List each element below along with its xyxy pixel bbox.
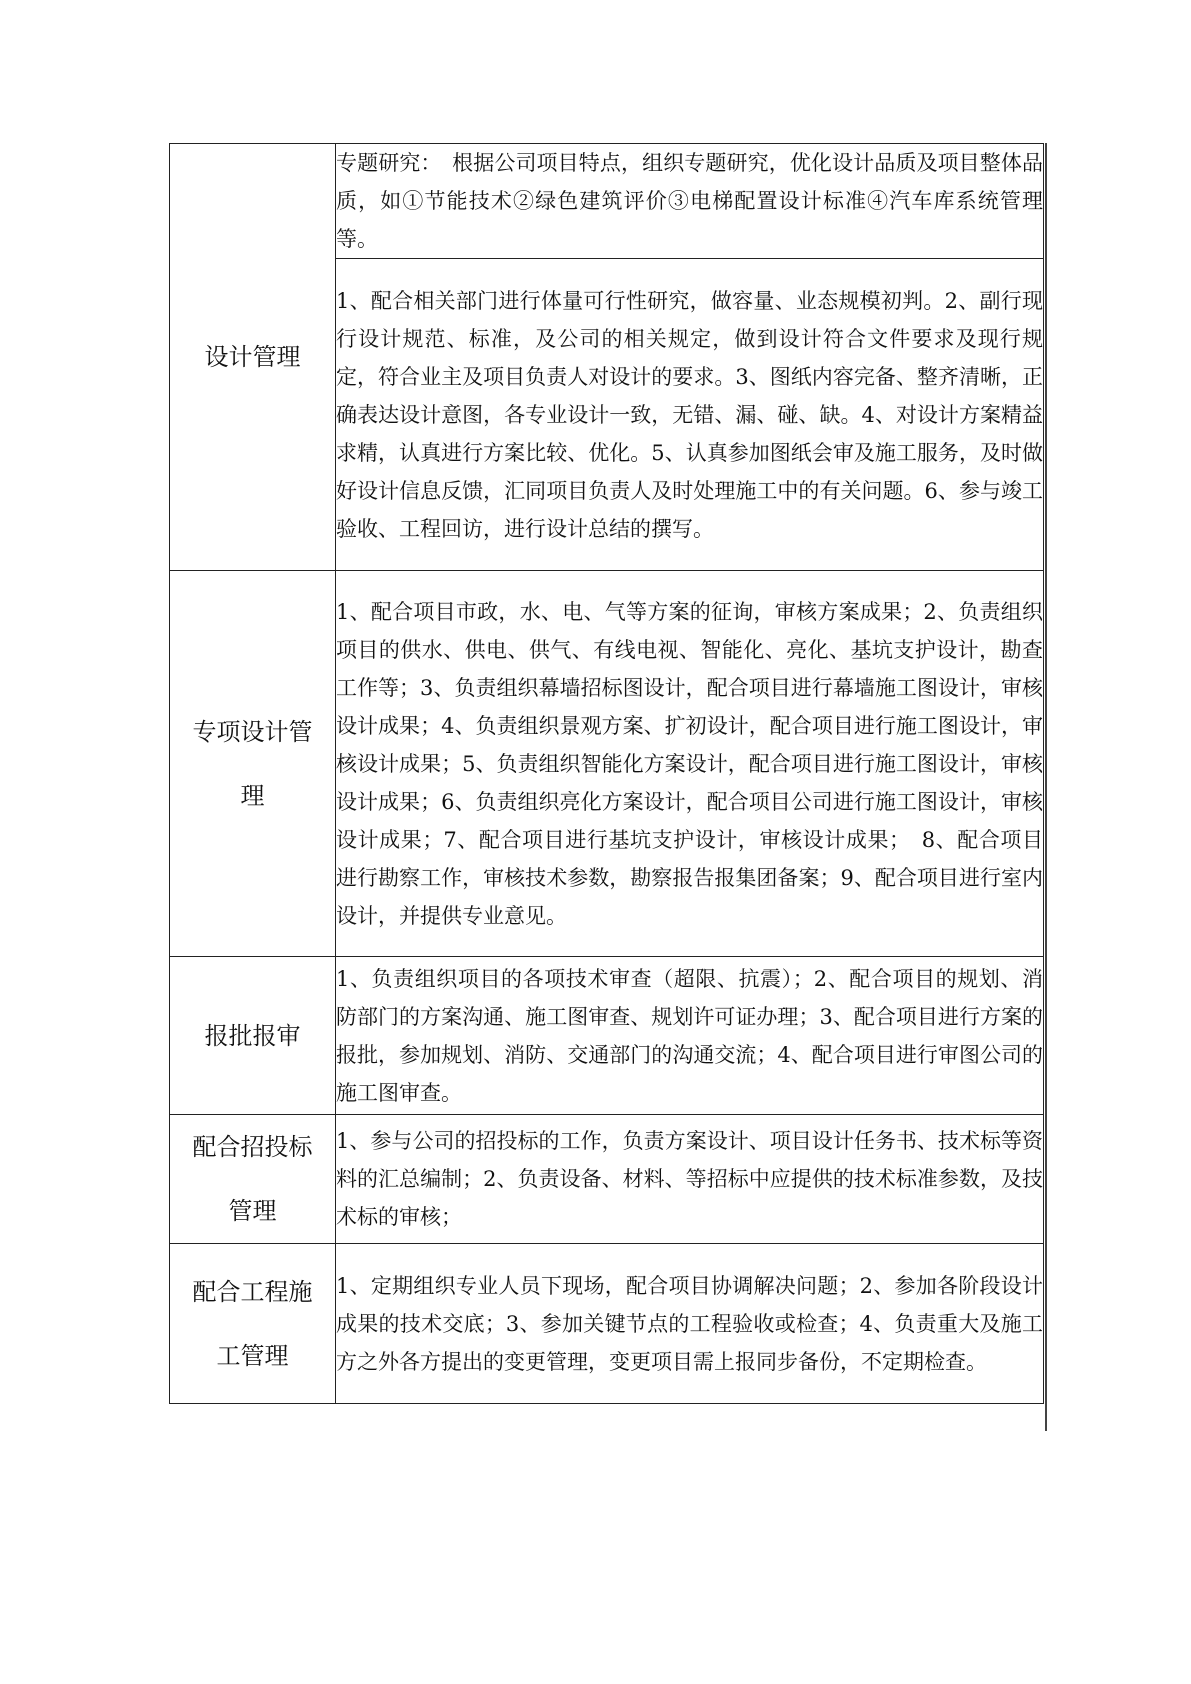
category-cell-design-management — [170, 144, 336, 571]
content-cell-bidding-duties: 1、参与公司的招投标的工作，负责方案设计、项目设计任务书、技术标等资料的汇总编制；2、负责设备、材料、等招标中应提供的技术标准参数，及技术标的审核； — [336, 1115, 1044, 1244]
content-cell-design-duties: 1、配合相关部门进行体量可行性研究，做容量、业态规模初判。2、副行现行设计规范、标准，及公司的相关规定，做到设计符合文件要求及现行规定，符合业主及项目负责人对设计的要求。3、图纸内容完备、整齐清晰，正确表达设计意图，各专业设计一致，无错、漏、碰、缺。4、对设计方案精益求精，认真进行方案比较、优化。5、认真参加图纸会审及施工服务，及时做好设计信息反馈，汇同项目负责人及时处理施工中的有关问题。6、参与竣工验收、工程回访，进行设计总结的撰写。 — [336, 259, 1044, 571]
category-cell-special-design-management — [170, 571, 336, 957]
category-label: 专项设计管理 — [192, 717, 313, 810]
table-row — [170, 571, 1044, 957]
category-cell-approval — [170, 957, 336, 1115]
table-row — [170, 1244, 1044, 1404]
category-label: 设计管理 — [204, 343, 301, 371]
content-cell-construction-duties: 1、定期组织专业人员下现场，配合项目协调解决问题；2、参加各阶段设计成果的技术交底；3、参加关键节点的工程验收或检查；4、负责重大及施工方之外各方提出的变更管理，变更项目需上报同步备份，不定期检查。 — [336, 1244, 1044, 1404]
category-label: 配合工程施工管理 — [192, 1277, 313, 1370]
table-row — [170, 1115, 1044, 1244]
category-label: 报批报审 — [204, 1021, 301, 1050]
category-cell-construction-management — [170, 1244, 336, 1404]
table-row — [170, 144, 1044, 259]
table-row — [170, 957, 1044, 1115]
content-cell-special-design-duties: 1、配合项目市政，水、电、气等方案的征询，审核方案成果；2、负责组织项目的供水、供电、供气、有线电视、智能化、亮化、基坑支护设计，勘查工作等；3、负责组织幕墙招标图设计，配合项目进行幕墙施工图设计，审核设计成果；4、负责组织景观方案、扩初设计，配合项目进行施工图设计，审核设计成果；5、负责组织智能化方案设计，配合项目进行施工图设计，审核设计成果；6、负责组织亮化方案设计，配合项目公司进行施工图设计，审核设计成果；7、配合项目进行基坑支护设计，审核设计成果； 8、配合项目进行勘察工作，审核技术参数，勘察报告报集团备案；9、配合项目进行室内设计，并提供专业意见。 — [336, 571, 1044, 957]
right-margin-rule — [1045, 143, 1047, 1431]
responsibility-table — [169, 143, 1044, 1404]
category-label: 配合招投标管理 — [192, 1133, 313, 1225]
category-cell-bidding-management — [170, 1115, 336, 1244]
content-cell-approval-duties: 1、负责组织项目的各项技术审查（超限、抗震）；2、配合项目的规划、消防部门的方案沟通、施工图审查、规划许可证办理；3、配合项目进行方案的报批，参加规划、消防、交通部门的沟通交流；4、配合项目进行审图公司的施工图审查。 — [336, 957, 1044, 1115]
content-cell-special-research: 专题研究： 根据公司项目特点，组织专题研究，优化设计品质及项目整体品质，如①节能技术②绿色建筑评价③电梯配置设计标准④汽车库系统管理等。 — [336, 144, 1044, 259]
